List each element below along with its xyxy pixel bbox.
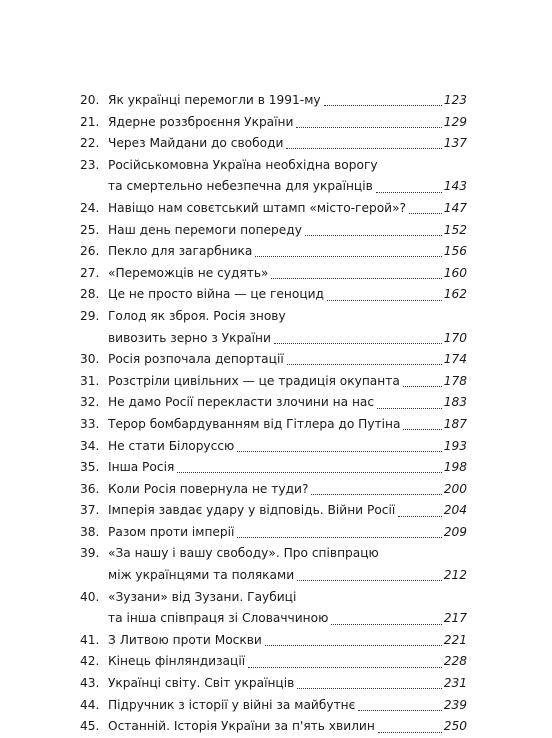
toc-page-number: 204 bbox=[443, 503, 467, 518]
toc-dot-leader bbox=[398, 516, 441, 517]
toc-entry-number: 45. bbox=[80, 719, 100, 734]
toc-entry bbox=[80, 436, 467, 458]
toc-entry-line bbox=[80, 155, 467, 177]
toc-page-number: 212 bbox=[443, 568, 467, 583]
toc-dot-leader bbox=[311, 494, 441, 495]
toc-dot-leader bbox=[274, 343, 442, 344]
toc-entry-number: 28. bbox=[80, 287, 100, 302]
toc-entry-number: 22. bbox=[80, 136, 100, 151]
toc-dot-leader bbox=[177, 472, 441, 473]
toc-entry-number: 43. bbox=[80, 676, 100, 691]
toc-entry-title: З Литвою проти Москви bbox=[108, 632, 262, 647]
toc-page-number: 200 bbox=[443, 481, 467, 496]
toc-entry-title: Це не просто війна — це геноцид bbox=[108, 287, 324, 302]
toc-entry bbox=[80, 90, 467, 112]
toc-dot-leader bbox=[237, 537, 441, 538]
toc-entry-title: Голод як зброя. Росія знову bbox=[108, 308, 286, 323]
toc-dot-leader bbox=[237, 451, 441, 452]
toc-dot-leader bbox=[403, 429, 441, 430]
toc-page-number: 170 bbox=[443, 330, 467, 345]
toc-entry bbox=[80, 543, 467, 586]
toc-entry bbox=[80, 112, 467, 134]
toc-dot-leader bbox=[286, 148, 441, 149]
toc-entry bbox=[80, 306, 467, 349]
toc-entry bbox=[80, 133, 467, 155]
toc-entry bbox=[80, 155, 467, 198]
toc-entry-number: 32. bbox=[80, 395, 100, 410]
toc-dot-leader bbox=[378, 732, 442, 733]
toc-dot-leader bbox=[358, 710, 441, 711]
toc-dot-leader bbox=[376, 192, 442, 193]
toc-entry bbox=[80, 392, 467, 414]
toc-entry-line bbox=[80, 414, 467, 436]
toc-entry-line bbox=[80, 112, 467, 134]
toc-entry-title: Не стати Білоруссю bbox=[108, 438, 235, 453]
toc-page-number: 198 bbox=[443, 460, 467, 475]
toc-dot-leader bbox=[324, 105, 442, 106]
toc-entry-title: Розстріли цивільних — це традиція окупанта bbox=[108, 373, 400, 388]
toc-page-number: 231 bbox=[443, 676, 467, 691]
toc-entry-line bbox=[80, 133, 467, 155]
toc-entry-title: Останній. Історія України за п'ять хвилин bbox=[108, 719, 375, 734]
toc-entry-line bbox=[80, 90, 467, 112]
toc-entry-number: 39. bbox=[80, 546, 100, 561]
toc-entry-line bbox=[80, 457, 467, 479]
toc-dot-leader bbox=[327, 300, 442, 301]
toc-entry-line bbox=[80, 565, 467, 587]
toc-entry-title: Не дамо Росії перекласти злочини на нас bbox=[108, 395, 375, 410]
toc-entry-line bbox=[80, 241, 467, 263]
toc-page-number: 143 bbox=[443, 179, 467, 194]
toc-entry-line bbox=[80, 220, 467, 242]
toc-entry-line bbox=[80, 630, 467, 652]
toc-entry bbox=[80, 414, 467, 436]
toc-entry-line bbox=[80, 263, 467, 285]
toc-dot-leader bbox=[296, 127, 441, 128]
toc-entry-line bbox=[80, 673, 467, 695]
toc-entry-title: Кінець фінляндизації bbox=[108, 654, 246, 669]
toc-page-number: 137 bbox=[443, 136, 467, 151]
toc-dot-leader bbox=[331, 624, 441, 625]
toc-page-number: 239 bbox=[443, 697, 467, 712]
toc-entry-title: та смертельно небезпечна для українців bbox=[108, 179, 373, 194]
toc-entry-title: Підручник з історії у війні за майбутнє bbox=[108, 697, 356, 712]
toc-dot-leader bbox=[377, 408, 442, 409]
toc-entry-number: 27. bbox=[80, 265, 100, 280]
toc-entry-line bbox=[80, 176, 467, 198]
toc-page-number: 221 bbox=[443, 632, 467, 647]
toc-entry bbox=[80, 198, 467, 220]
toc-entry-line bbox=[80, 284, 467, 306]
toc-entry-number: 33. bbox=[80, 416, 100, 431]
toc-entry-title: Ядерне роззброєння України bbox=[108, 114, 294, 129]
toc-entry bbox=[80, 479, 467, 501]
toc-entry-title: та інша співпраця зі Словаччиною bbox=[108, 611, 329, 626]
toc-page-number: 123 bbox=[443, 93, 467, 107]
toc-page-number: 250 bbox=[443, 719, 467, 734]
toc-entry-title: Коли Росія повернула не туди? bbox=[108, 481, 309, 496]
toc-entry-line bbox=[80, 587, 467, 609]
toc-entry-line bbox=[80, 651, 467, 673]
toc-entry-title: Навіщо нам совєтський штамп «місто-герой»? bbox=[108, 200, 406, 215]
toc-entry bbox=[80, 284, 467, 306]
toc-entry-line bbox=[80, 306, 467, 328]
toc-page-number: 217 bbox=[443, 611, 467, 626]
toc-entry bbox=[80, 695, 467, 717]
toc-entry bbox=[80, 587, 467, 630]
toc-entry-line bbox=[80, 500, 467, 522]
toc-entry-title: «Зузани» від Зузани. Гаубиці bbox=[108, 589, 297, 604]
toc-page-number: 228 bbox=[443, 654, 467, 669]
toc-entry bbox=[80, 522, 467, 544]
toc-entry-title: між українцями та поляками bbox=[108, 568, 295, 583]
toc-entry-title: Терор бомбардуванням від Гітлера до Путіна bbox=[108, 416, 401, 431]
toc-entry bbox=[80, 371, 467, 393]
toc-entry-line bbox=[80, 328, 467, 350]
toc-entry-line bbox=[80, 349, 467, 371]
toc-page-number: 209 bbox=[443, 524, 467, 539]
toc-page-number: 156 bbox=[443, 244, 467, 259]
toc-entry-line bbox=[80, 392, 467, 414]
toc-entry-number: 30. bbox=[80, 352, 100, 367]
toc-entry bbox=[80, 673, 467, 695]
toc-page-number: 160 bbox=[443, 265, 467, 280]
toc-entry bbox=[80, 500, 467, 522]
toc-entry-number: 35. bbox=[80, 460, 100, 475]
toc-entry-number: 24. bbox=[80, 200, 100, 215]
toc-page-number: 174 bbox=[443, 352, 467, 367]
toc-entry-line bbox=[80, 695, 467, 717]
toc-entry bbox=[80, 457, 467, 479]
toc-dot-leader bbox=[297, 580, 442, 581]
toc-entry-line bbox=[80, 479, 467, 501]
toc-entry-title: «Переможців не судять» bbox=[108, 265, 269, 280]
toc-page-number: 178 bbox=[443, 373, 467, 388]
toc-dot-leader bbox=[403, 386, 442, 387]
toc-entry bbox=[80, 241, 467, 263]
toc-entry-title: Пекло для загарбника bbox=[108, 244, 253, 259]
toc-entry-title: Як українці перемогли в 1991-му bbox=[108, 93, 321, 107]
toc-entry-number: 26. bbox=[80, 244, 100, 259]
toc-entry-number: 25. bbox=[80, 222, 100, 237]
toc-entry-line bbox=[80, 198, 467, 220]
toc-entry-line bbox=[80, 522, 467, 544]
table-of-contents bbox=[80, 90, 467, 738]
toc-entry-number: 37. bbox=[80, 503, 100, 518]
toc-entry bbox=[80, 349, 467, 371]
toc-page-number: 152 bbox=[443, 222, 467, 237]
toc-entry-number: 38. bbox=[80, 524, 100, 539]
toc-entry-title: Через Майдани до свободи bbox=[108, 136, 284, 151]
toc-entry-number: 36. bbox=[80, 481, 100, 496]
toc-page-number: 147 bbox=[443, 200, 467, 215]
toc-entry bbox=[80, 220, 467, 242]
toc-entry-number: 31. bbox=[80, 373, 100, 388]
toc-entry-number: 20. bbox=[80, 93, 100, 107]
toc-entry bbox=[80, 630, 467, 652]
toc-entry-number: 34. bbox=[80, 438, 100, 453]
toc-page-number: 129 bbox=[443, 114, 467, 129]
toc-dot-leader bbox=[287, 364, 442, 365]
toc-page-number: 193 bbox=[443, 438, 467, 453]
toc-entry-number: 44. bbox=[80, 697, 100, 712]
toc-page-number: 183 bbox=[443, 395, 467, 410]
toc-entry-line bbox=[80, 716, 467, 738]
toc-dot-leader bbox=[305, 235, 442, 236]
toc-dot-leader bbox=[255, 256, 441, 257]
toc-dot-leader bbox=[271, 278, 441, 279]
toc-entry-number: 23. bbox=[80, 157, 100, 172]
toc-entry-line bbox=[80, 608, 467, 630]
toc-entry-number: 42. bbox=[80, 654, 100, 669]
toc-entry-title: Разом проти імперії bbox=[108, 524, 235, 539]
toc-entry-number: 41. bbox=[80, 632, 100, 647]
toc-entry-number: 40. bbox=[80, 589, 100, 604]
toc-entry-title: «За нашу і вашу свободу». Про співпрацю bbox=[108, 546, 379, 561]
toc-dot-leader bbox=[297, 688, 441, 689]
toc-entry-title: Росія розпочала депортації bbox=[108, 352, 284, 367]
toc-page-number: 187 bbox=[443, 416, 467, 431]
toc-entry-line bbox=[80, 436, 467, 458]
toc-entry-title: Інша Росія bbox=[108, 460, 175, 475]
toc-page-number: 162 bbox=[443, 287, 467, 302]
toc-entry-number: 21. bbox=[80, 114, 100, 129]
toc-dot-leader bbox=[265, 645, 442, 646]
toc-entry-line bbox=[80, 543, 467, 565]
toc-dot-leader bbox=[409, 213, 442, 214]
toc-entry-title: Наш день перемоги попереду bbox=[108, 222, 302, 237]
toc-entry-title: Російськомовна Україна необхідна ворогу bbox=[108, 157, 378, 172]
toc-entry bbox=[80, 651, 467, 673]
toc-dot-leader bbox=[248, 667, 442, 668]
toc-entry-line bbox=[80, 371, 467, 393]
toc-entry-title: Українці світу. Світ українців bbox=[108, 676, 295, 691]
toc-entry bbox=[80, 716, 467, 738]
toc-entry-number: 29. bbox=[80, 308, 100, 323]
toc-entry-title: Імперія завдає удару у відповідь. Війни Росії bbox=[108, 503, 396, 518]
toc-entry bbox=[80, 263, 467, 285]
toc-entry-title: вивозить зерно з України bbox=[108, 330, 271, 345]
